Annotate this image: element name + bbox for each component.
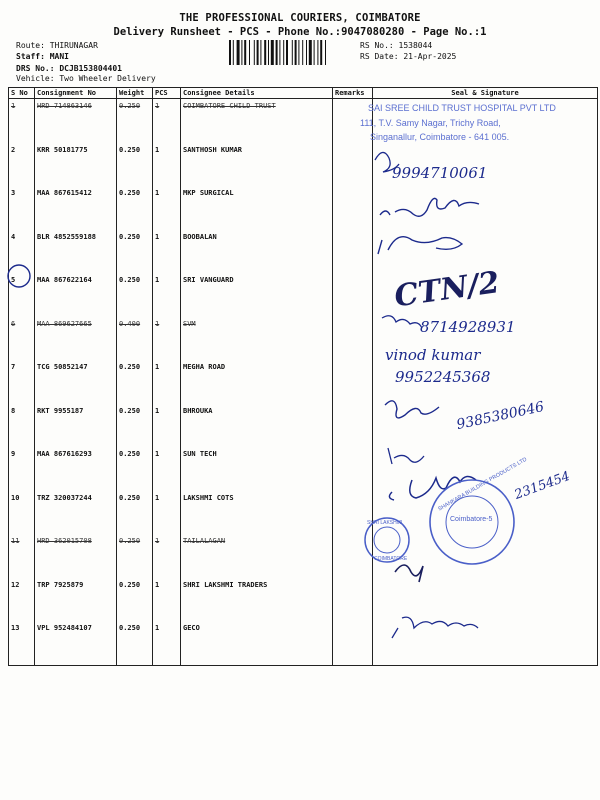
barcode-bar xyxy=(309,40,312,65)
handwritten-phone-row6: 8714928931 xyxy=(420,318,516,336)
sno-cell: 5 xyxy=(9,273,35,317)
table-row xyxy=(9,230,598,274)
svg-text:COIMBATORE: COIMBATORE xyxy=(374,556,408,562)
weight-cell: 0.250 xyxy=(117,230,153,274)
barcode-bar xyxy=(317,40,318,65)
sno-cell: 9 xyxy=(9,447,35,491)
consignment-cell: TRZ 320037244 xyxy=(35,491,117,535)
pcs-cell: 1 xyxy=(153,99,181,143)
weight-cell: 0.250 xyxy=(117,621,153,665)
consignee-cell: SVM xyxy=(181,317,333,361)
table-row xyxy=(9,317,598,361)
signature-cell xyxy=(373,578,598,622)
weight-cell: 0.400 xyxy=(117,317,153,361)
barcode-bar xyxy=(279,40,280,65)
barcode-bar xyxy=(298,40,299,65)
drs-label: DRS No.: DCJB153804401 xyxy=(16,64,122,73)
svg-text:SHRI LAKSHMI: SHRI LAKSHMI xyxy=(367,520,403,526)
pcs-cell: 1 xyxy=(153,360,181,404)
barcode-bar xyxy=(257,40,259,65)
vehicle-label: Vehicle: Two Wheeler Delivery xyxy=(16,74,156,83)
pcs-cell: 1 xyxy=(153,143,181,187)
weight-cell: 0.250 xyxy=(117,273,153,317)
barcode-bar xyxy=(271,40,274,65)
consignee-cell: LAKSHMI COTS xyxy=(181,491,333,535)
col-header-weight: Weight xyxy=(117,88,153,99)
consignment-cell: MAA 867615412 xyxy=(35,186,117,230)
signature-cell xyxy=(373,143,598,187)
remarks-cell xyxy=(333,186,373,230)
pcs-cell: 1 xyxy=(153,534,181,578)
signature-cell xyxy=(373,99,598,143)
svg-text:SAI SREE CHILD TRUST HOSPITAL: SAI SREE CHILD TRUST HOSPITAL PVT LTD xyxy=(368,103,556,113)
table-row xyxy=(9,143,598,187)
consignment-cell: TCG 50852147 xyxy=(35,360,117,404)
staff-label: Staff: MANI xyxy=(16,52,69,61)
rs-number: RS No.: 1538044 xyxy=(360,41,433,50)
consignment-cell: HRD 714863146 xyxy=(35,99,117,143)
signature-cell xyxy=(373,230,598,274)
barcode-bar xyxy=(320,40,322,65)
consignment-cell: MAA 867616293 xyxy=(35,447,117,491)
consignment-cell: RKT 9955187 xyxy=(35,404,117,448)
consignee-cell: MKP SURGICAL xyxy=(181,186,333,230)
route-label: Route: THIRUNAGAR xyxy=(16,41,98,50)
sno-cell: 4 xyxy=(9,230,35,274)
sno-cell: 2 xyxy=(9,143,35,187)
col-header-consignee: Consignee Details xyxy=(181,88,333,99)
col-header-consignment: Consignment No xyxy=(35,88,117,99)
remarks-cell xyxy=(333,621,373,665)
barcode-bar xyxy=(254,40,255,65)
consignee-cell: BOOBALAN xyxy=(181,230,333,274)
barcode-bar xyxy=(244,40,246,65)
table-row xyxy=(9,491,598,535)
remarks-cell xyxy=(333,230,373,274)
consignment-cell: TRP 7925879 xyxy=(35,578,117,622)
handwritten-phone-row2: 9994710061 xyxy=(392,164,488,182)
handwritten-phone-row8: 9385380646 xyxy=(455,398,546,434)
sno-cell: 3 xyxy=(9,186,35,230)
table-row xyxy=(9,404,598,448)
remarks-cell xyxy=(333,317,373,361)
table-row xyxy=(9,99,598,143)
consignee-cell: SHRI LAKSHMI TRADERS xyxy=(181,578,333,622)
barcode-bar xyxy=(295,40,297,65)
consignment-cell: HRD 362015708 xyxy=(35,534,117,578)
pcs-cell: 1 xyxy=(153,578,181,622)
remarks-cell xyxy=(333,143,373,187)
barcode-bar xyxy=(229,40,231,65)
sno-cell: 10 xyxy=(9,491,35,535)
weight-cell: 0.250 xyxy=(117,404,153,448)
barcode-bar xyxy=(276,40,278,65)
signature-cell xyxy=(373,621,598,665)
sno-cell: 11 xyxy=(9,534,35,578)
handwritten-phone-row10: 2315454 xyxy=(512,468,573,503)
weight-cell: 0.250 xyxy=(117,143,153,187)
table-row xyxy=(9,447,598,491)
consignee-cell: GECO xyxy=(181,621,333,665)
svg-text:111, T.V. Samy Nagar, Trichy R: 111, T.V. Samy Nagar, Trichy Road, xyxy=(360,118,501,128)
ctn-mark: CTN/2 xyxy=(392,265,502,315)
barcode xyxy=(229,40,354,65)
remarks-cell xyxy=(333,534,373,578)
remarks-cell xyxy=(333,578,373,622)
table-row xyxy=(9,360,598,404)
barcode-bar xyxy=(292,40,293,65)
pcs-cell: 1 xyxy=(153,404,181,448)
handwritten-phone-row7: 9952245368 xyxy=(395,368,491,386)
pcs-cell: 1 xyxy=(153,186,181,230)
remarks-cell xyxy=(333,360,373,404)
pcs-cell: 1 xyxy=(153,230,181,274)
weight-cell: 0.250 xyxy=(117,360,153,404)
barcode-bar xyxy=(302,40,303,65)
barcode-bar xyxy=(249,40,250,65)
remarks-cell xyxy=(333,404,373,448)
sno-cell: 6 xyxy=(9,317,35,361)
barcode-bar xyxy=(233,40,234,65)
signature-cell xyxy=(373,360,598,404)
barcode-bar xyxy=(260,40,261,65)
pcs-cell: 1 xyxy=(153,273,181,317)
handwritten-name-row7: vinod kumar xyxy=(385,346,481,364)
pcs-cell: 1 xyxy=(153,447,181,491)
sno-cell: 1 xyxy=(9,99,35,143)
col-header-signature: Seal & Signature xyxy=(373,88,598,99)
consignee-cell: SUN TECH xyxy=(181,447,333,491)
barcode-bar xyxy=(306,40,307,65)
weight-cell: 0.250 xyxy=(117,491,153,535)
consignee-cell: SANTHOSH KUMAR xyxy=(181,143,333,187)
runsheet-subtitle: Delivery Runsheet - PCS - Phone No.:9047080280 - Page No.:1 xyxy=(113,26,487,38)
pcs-cell: 1 xyxy=(153,317,181,361)
svg-text:SHANKARA BUILDING PRODUCTS LTD: SHANKARA BUILDING PRODUCTS LTD xyxy=(437,456,529,513)
barcode-bar xyxy=(268,40,269,65)
signature-cell xyxy=(373,273,598,317)
pcs-cell: 1 xyxy=(153,621,181,665)
col-header-sno: S No xyxy=(9,88,35,99)
weight-cell: 0.250 xyxy=(117,99,153,143)
consignee-cell: BHROUKA xyxy=(181,404,333,448)
consignee-cell: MEGHA ROAD xyxy=(181,360,333,404)
table-row xyxy=(9,186,598,230)
weight-cell: 0.250 xyxy=(117,447,153,491)
barcode-bar xyxy=(237,40,240,65)
consignee-cell: SRI VANGUARD xyxy=(181,273,333,317)
table-header-row xyxy=(9,88,598,99)
rs-date: RS Date: 21-Apr-2025 xyxy=(360,52,457,61)
barcode-bar xyxy=(325,40,326,65)
runsheet-table xyxy=(8,87,598,666)
table-row xyxy=(9,621,598,665)
remarks-cell xyxy=(333,99,373,143)
consignment-cell: KRR 50181775 xyxy=(35,143,117,187)
weight-cell: 0.250 xyxy=(117,578,153,622)
col-header-remarks: Remarks xyxy=(333,88,373,99)
consignment-cell: VPL 952484107 xyxy=(35,621,117,665)
col-header-pcs: PCS xyxy=(153,88,181,99)
sno-cell: 12 xyxy=(9,578,35,622)
weight-cell: 0.250 xyxy=(117,186,153,230)
company-title: THE PROFESSIONAL COURIERS, COIMBATORE xyxy=(179,12,421,24)
barcode-bar xyxy=(286,40,288,65)
svg-text:Coimbatore-5: Coimbatore-5 xyxy=(450,516,493,523)
sno-cell: 8 xyxy=(9,404,35,448)
barcode-bar xyxy=(283,40,284,65)
pcs-cell: 1 xyxy=(153,491,181,535)
remarks-cell xyxy=(333,447,373,491)
sno-cell: 13 xyxy=(9,621,35,665)
table-row xyxy=(9,578,598,622)
barcode-bar xyxy=(264,40,266,65)
signature-cell xyxy=(373,534,598,578)
sno-cell: 7 xyxy=(9,360,35,404)
weight-cell: 0.250 xyxy=(117,534,153,578)
table-row xyxy=(9,273,598,317)
signature-cell xyxy=(373,491,598,535)
consignment-cell: MAA 867622164 xyxy=(35,273,117,317)
signature-cell xyxy=(373,447,598,491)
svg-text:Singanallur, Coimbatore - 641: Singanallur, Coimbatore - 641 005. xyxy=(370,132,510,142)
remarks-cell xyxy=(333,273,373,317)
barcode-bar xyxy=(241,40,242,65)
signature-cell xyxy=(373,404,598,448)
signature-cell xyxy=(373,317,598,361)
consignee-cell: COIMBATORE CHILD TRUST xyxy=(181,99,333,143)
remarks-cell xyxy=(333,491,373,535)
barcode-bar xyxy=(314,40,315,65)
table-row xyxy=(9,534,598,578)
consignee-cell: TAILALAGAN xyxy=(181,534,333,578)
signature-cell xyxy=(373,186,598,230)
consignment-cell: MAA 869627665 xyxy=(35,317,117,361)
consignment-cell: BLR 4852559188 xyxy=(35,230,117,274)
